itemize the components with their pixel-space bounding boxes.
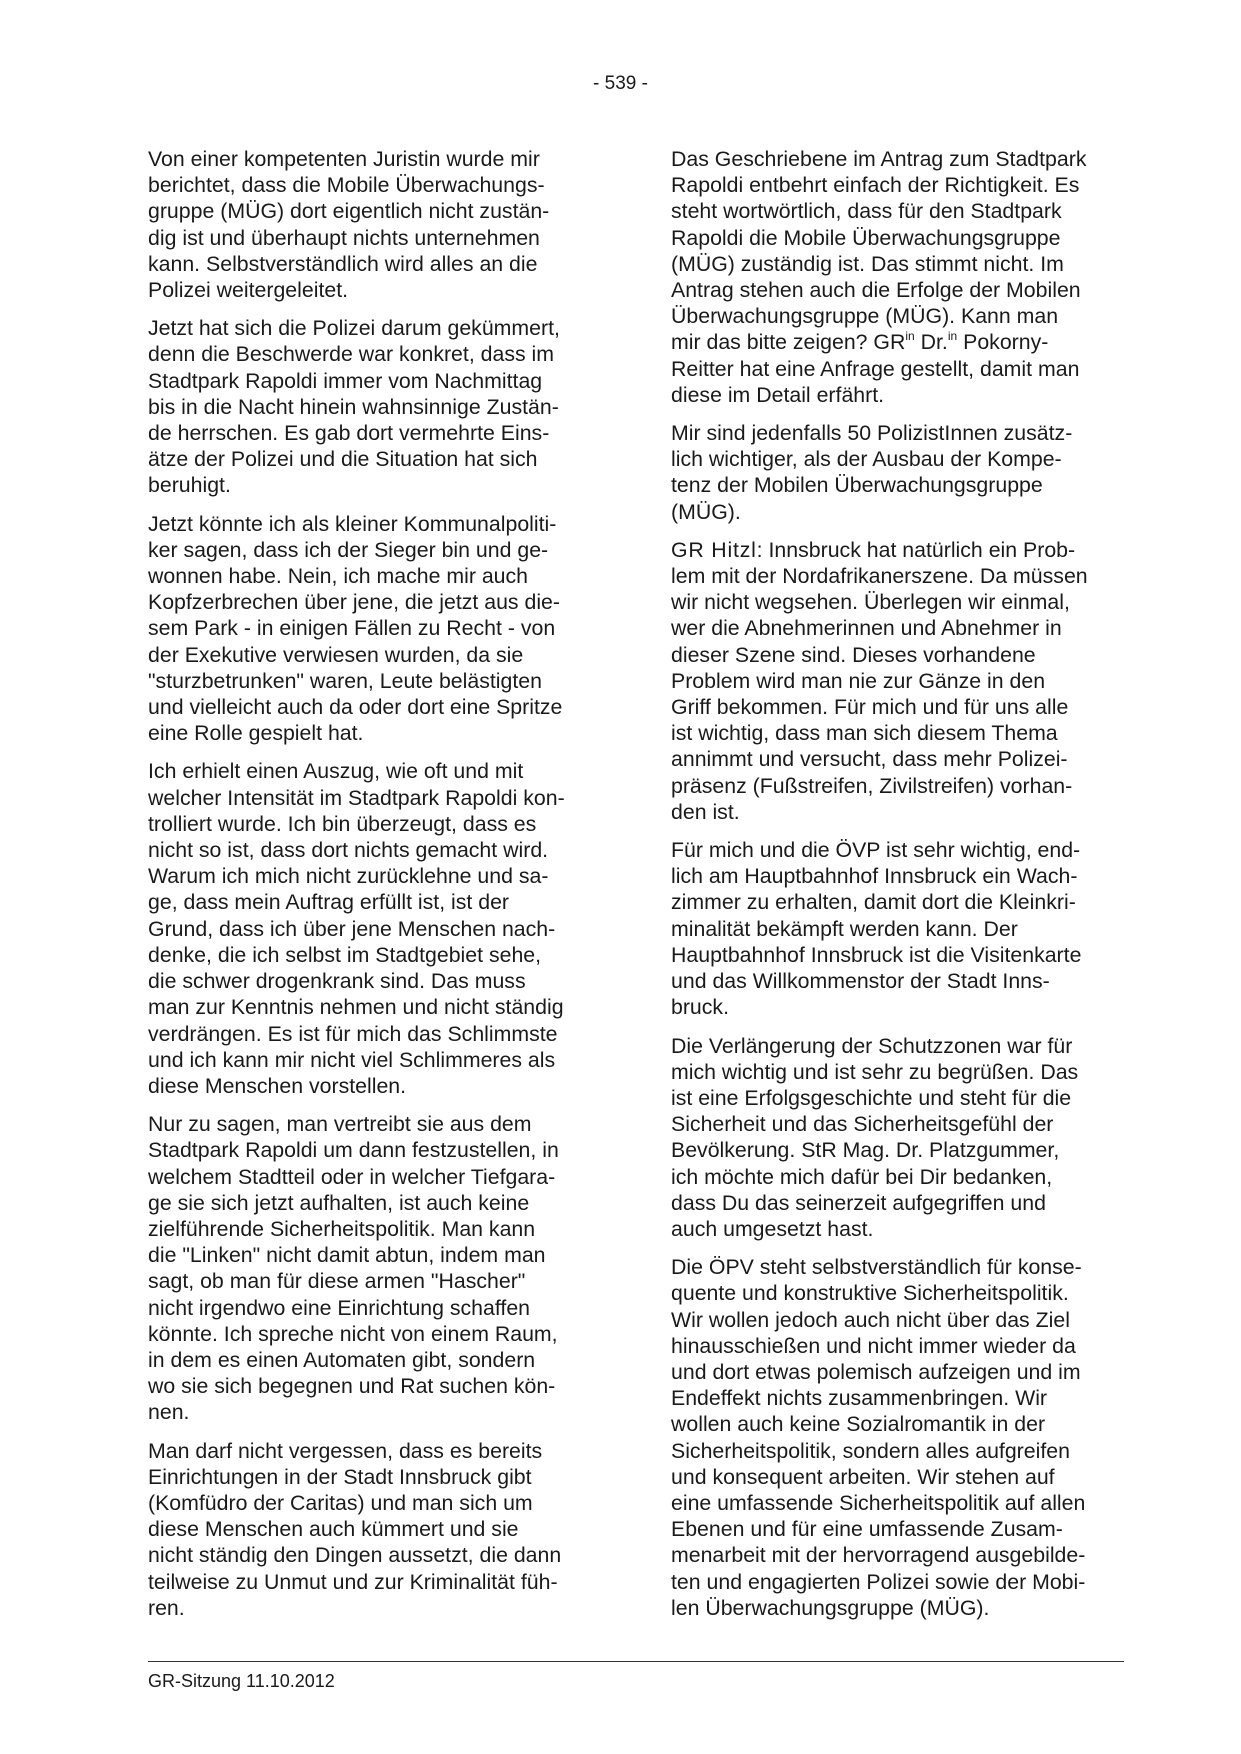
- left-paragraph-5: Nur zu sagen, man vertreibt sie aus dem Stadtpark Rapoldi um dann festzustellen, in welchem Stadtteil oder in welcher Tiefgara- ge sie sich jetzt aufhalten, ist auch keine zielführende Sicherheitspolitik. Man kann die "Linken" nicht damit abtun, indem man sagt, ob man für diese armen "Hascher" nicht irgendwo eine Einrichtung schaffen könnte. Ich spreche nicht von einem Raum, in dem es einen Automaten gibt, sondern wo sie sich begegnen und Rat suchen kön- nen.: [148, 1112, 559, 1425]
- right-paragraph-1-text-c: Pokorny- Reitter hat eine Anfrage gestellt, damit man diese im Detail erfährt.: [671, 330, 1080, 407]
- left-paragraph-2: Jetzt hat sich die Polizei darum gekümmert, denn die Beschwerde war konkret, dass im Stadtpark Rapoldi immer vom Nachmittag bis in die Nacht hinein wahnsinnige Zustän- de herrschen. Es gab dort vermehrte Eins- ätze der Polizei und die Situation hat sich beruhigt.: [148, 316, 560, 498]
- superscript-in-2: in: [947, 329, 958, 344]
- left-paragraph-3: Jetzt könnte ich als kleiner Kommunalpoliti- ker sagen, dass ich der Sieger bin und ge- wonnen habe. Nein, ich mache mir auch Kopfzerbrechen über jene, die jetzt aus die- sem Park - in einigen Fällen zu Recht - von der Exekutive verwiesen wurden, da sie "sturzbetrunken" waren, Leute belästigten und vielleicht auch da oder dort eine Spritze eine Rolle gespielt hat.: [148, 511, 563, 746]
- left-paragraph-1: Von einer kompetenten Juristin wurde mir berichtet, dass die Mobile Überwachungs- gruppe (MÜG) dort eigentlich nicht zustän- dig ist und überhaupt nichts unternehmen kann. Selbstverständlich wird alles an die Polizei weitergeleitet.: [148, 147, 550, 303]
- right-paragraph-2: Mir sind jedenfalls 50 PolizistInnen zusätz- lich wichtiger, als der Ausbau der Kompe- tenz der Mobilen Überwachungsgruppe (MÜG).: [671, 421, 1073, 524]
- left-paragraph-6: Man darf nicht vergessen, dass es bereits Einrichtungen in der Stadt Innsbruck gibt (Komfüdro der Caritas) und man sich um diese Menschen auch kümmert und sie nicht ständig den Dingen aussetzt, die dann teilweise zu Unmut und zur Kriminalität füh- ren.: [148, 1438, 562, 1620]
- right-column: [671, 146, 1119, 1633]
- right-paragraph-4: Für mich und die ÖVP ist sehr wichtig, end- lich am Hauptbahnhof Innsbruck ein Wach- zimmer zu erhalten, damit dort die Kleinkri- minalität bekämpft werden kann. Der Hauptbahnhof Innsbruck ist die Visitenkarte und das Willkommenstor der Stadt Inns- bruck.: [671, 838, 1082, 1020]
- right-paragraph-3-text: : Innsbruck hat natürlich ein Prob- lem mit der Nordafrikanerszene. Da müssen wir nicht wegsehen. Überlegen wir einmal, wer die Abnehmerinnen und Abnehmer in dieser Szene sind. Dieses vorhandene Problem wird man nie zur Gänze in den Griff bekommen. Für mich und für uns alle ist wichtig, dass man sich diesem Thema annimmt und versucht, dass mehr Polizei- präsenz (Fußstreifen, Zivilstreifen) vorhan- den ist.: [671, 537, 1088, 824]
- superscript-in-1: in: [905, 329, 915, 344]
- footer-divider: [148, 1661, 1124, 1662]
- right-paragraph-6: Die ÖPV steht selbstverständlich für konse- quente und konstruktive Sicherheitspolitik. Wir wollen jedoch auch nicht über das Ziel hinausschießen und nicht immer wieder da und dort etwas polemisch aufzeigen und im Endeffekt nichts zusammenbringen. Wir wollen auch keine Sozialromantik in der Sicherheitspolitik, sondern alles aufgreifen und konsequent arbeiten. Wir stehen auf eine umfassende Sicherheitspolitik auf allen Ebenen und für eine umfassende Zusam- menarbeit mit der hervorragend ausgebilde- ten und engagierten Polizei sowie der Mobi- len Überwachungsgruppe (MÜG).: [671, 1255, 1086, 1620]
- footer-session-date: GR-Sitzung 11.10.2012: [148, 1671, 335, 1691]
- page-number: - 539 -: [593, 73, 648, 94]
- right-paragraph-1-text-b: Dr.: [914, 330, 948, 355]
- left-paragraph-4: Ich erhielt einen Auszug, wie oft und mit welcher Intensität im Stadtpark Rapoldi kon- trolliert wurde. Ich bin überzeugt, dass es nicht so ist, dass dort nichts gemacht wird. Warum ich mich nicht zurücklehne und sa- ge, dass mein Auftrag erfüllt ist, ist der Grund, dass ich über jene Menschen nach- denke, die ich selbst im Stadtgebiet sehe, die schwer drogenkrank sind. Das muss man zur Kenntnis nehmen und nicht ständig verdrängen. Es ist für mich das Schlimmste und ich kann mir nicht viel Schlimmeres als diese Menschen vorstellen.: [148, 759, 565, 1098]
- right-paragraph-1-text-a: Das Geschriebene im Antrag zum Stadtpark Rapoldi entbehrt einfach der Richtigkeit. Es steht wortwörtlich, dass für den Stadtpark Rapoldi die Mobile Überwachungsgruppe (MÜG) zuständig ist. Das stimmt nicht. Im Antrag stehen auch die Erfolge der Mobilen Überwachungsgruppe (MÜG). Kann man mir das bitte zeigen? GR: [671, 147, 1087, 355]
- speaker-name: GR Hitzl: [671, 537, 757, 562]
- right-paragraph-5: Die Verlängerung der Schutzzonen war für mich wichtig und ist sehr zu begrüßen. Das ist eine Erfolgsgeschichte und steht für die Sicherheit und das Sicherheitsgefühl der Bevölkerung. StR Mag. Dr. Platzgummer, ich möchte mich dafür bei Dir bedanken, dass Du das seinerzeit aufgegriffen und auch umgesetzt hast.: [671, 1033, 1079, 1241]
- left-column: [148, 146, 596, 1633]
- right-paragraph-1: [671, 146, 1119, 408]
- right-paragraph-3: [671, 537, 1119, 825]
